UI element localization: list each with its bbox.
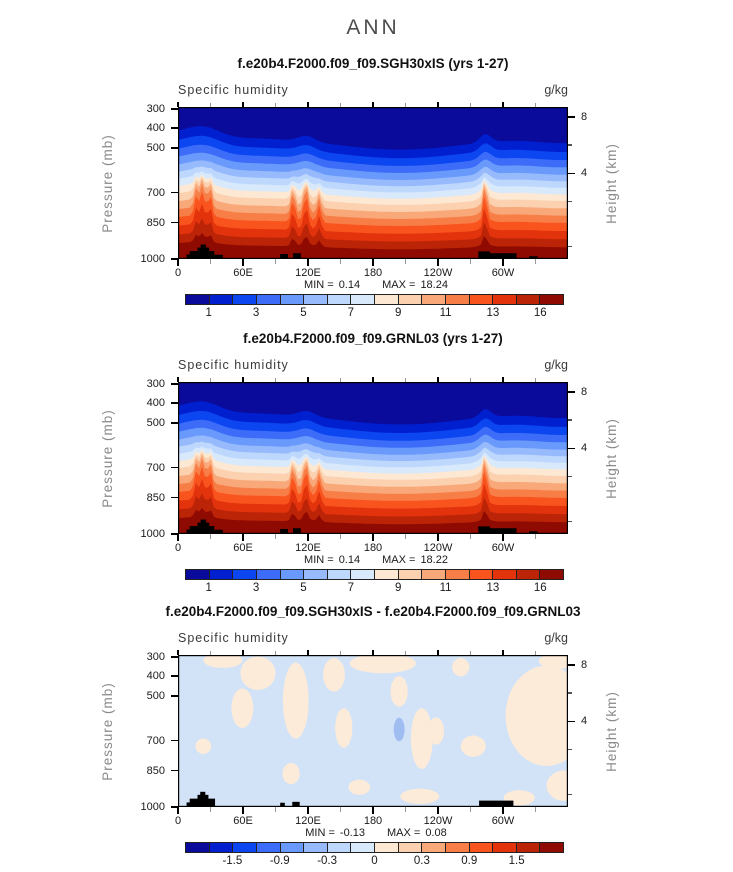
topography [201,245,206,259]
colorbar-cell [446,843,470,852]
pressure-tick [171,422,178,424]
min-value: 0.14 [338,554,361,566]
x-major-tick [307,259,309,266]
colorbar-tick-label: 11 [439,582,452,594]
x-minor-tick [470,259,471,264]
x-minor-tick [275,259,276,264]
colorbar-cell [233,843,257,852]
pressure-axis [120,377,178,540]
colorbar-cell [210,843,234,852]
x-tick-label: 120W [423,815,453,827]
colorbar-cell [328,843,352,852]
colorbar-cell [257,843,281,852]
pressure-tick-label: 500 [146,690,165,703]
colorbar-cell [257,295,281,304]
topography [200,792,205,807]
x-axis-bottom-ticks [178,807,568,815]
positive-anomaly-blob [283,663,309,739]
panel-difference [0,596,733,868]
pressure-tick [171,656,178,658]
positive-anomaly-blob [411,708,433,769]
pressure-tick-label: 700 [146,461,165,474]
height-tick [568,664,575,666]
panel-case2 [0,323,733,595]
colorbar-cell [328,570,352,579]
colorbar-cell [304,843,328,852]
colorbar [185,569,564,580]
colorbar-cell [375,295,399,304]
x-tick-label: 180 [363,542,383,554]
colorbar-cell [470,295,494,304]
x-minor-tick [405,807,406,812]
colorbar-cell [281,570,305,579]
x-tick-label: 60E [233,267,253,279]
field-label: Specific humidity [178,631,289,645]
colorbar-tick-label: 9 [394,582,402,594]
x-minor-tick [210,259,211,264]
max-label: MAX = [386,827,421,839]
positive-anomaly-blob [240,657,275,690]
colorbar-cell [281,295,305,304]
positive-anomaly-blob [348,780,370,795]
colorbar-labels [185,307,564,320]
x-major-tick [372,534,374,541]
pressure-tick-label: 300 [146,377,165,390]
positive-anomaly-blob [335,708,352,748]
pressure-tick [171,467,178,469]
height-tick [568,173,575,175]
colorbar [185,294,564,305]
x-minor-tick [340,534,341,539]
x-major-tick [372,259,374,266]
x-minor-tick [210,534,211,539]
pressure-axis-title: Pressure (mb) [99,408,115,508]
x-minor-tick [535,534,536,539]
x-major-tick [177,534,179,541]
x-major-tick [242,534,244,541]
colorbar-cell [422,843,446,852]
panel-title: f.e20b4.F2000.f09_f09.SGH30xIS (yrs 1-27) [237,56,509,71]
positive-anomaly-blob [452,658,469,676]
colorbar-cell [351,843,375,852]
colorbar-cell [493,295,517,304]
x-major-tick [372,807,374,814]
height-axis [568,107,628,259]
min-value: 0.14 [338,279,361,291]
height-axis [568,382,628,534]
x-minor-tick [405,534,406,539]
colorbar-tick-label: 5 [300,307,307,319]
pressure-axis-title: Pressure (mb) [99,681,115,781]
x-tick-label: 60W [491,267,515,279]
minmax-line [178,827,568,839]
x-tick-label: 180 [363,815,383,827]
colorbar-cell [517,295,541,304]
height-minor-tick [568,692,572,693]
pressure-tick [171,770,178,772]
minmax-line [178,279,568,291]
colorbar-cell [399,570,423,579]
topography [201,520,206,534]
colorbar-labels [185,582,564,595]
pressure-axis [120,102,178,265]
x-major-tick [307,534,309,541]
colorbar-cell [399,295,423,304]
negative-anomaly-blob [394,718,405,742]
x-tick-label: 60E [233,542,253,554]
panel-title: f.e20b4.F2000.f09_f09.GRNL03 (yrs 1-27) [243,331,503,346]
min-label: MIN = [304,279,334,291]
field-label: Specific humidity [178,358,289,372]
colorbar-cell [517,843,541,852]
pressure-tick-label: 1000 [140,528,165,540]
colorbar-tick-label: 16 [533,307,547,319]
height-tick-label: 8 [581,386,588,399]
colorbar-cell [493,843,517,852]
x-minor-tick [405,259,406,264]
colorbar-tick-label: 16 [533,582,547,594]
positive-anomaly-blob [196,739,212,754]
height-axis [568,655,628,807]
min-label: MIN = [305,827,335,839]
pressure-tick-label: 700 [146,186,165,199]
panel-case1 [0,48,733,320]
colorbar-cell [422,570,446,579]
colorbar-cell [328,295,352,304]
colorbar-cell [470,843,494,852]
colorbar-cell [257,570,281,579]
colorbar-cell [470,570,494,579]
pressure-axis-title: Pressure (mb) [99,133,115,233]
x-tick-label: 120W [423,542,453,554]
x-major-tick [177,807,179,814]
height-minor-tick [568,521,572,522]
pressure-tick [171,695,178,697]
colorbar-tick-label: 0 [371,855,378,867]
colorbar-tick-label: 3 [252,582,260,594]
colorbar-tick-label: 13 [486,307,500,319]
colorbar-cell [399,843,423,852]
x-tick-label: 120E [295,267,321,279]
pressure-tick-label: 1000 [140,253,165,265]
colorbar-cell [446,570,470,579]
max-value: 0.08 [425,827,447,839]
colorbar-tick-label: -0.9 [269,855,290,867]
colorbar-cell [517,570,541,579]
pressure-tick [171,740,178,742]
contour-plot [178,107,568,259]
colorbar-tick-label: 1.5 [508,855,525,867]
x-tick-label: 0 [174,542,182,554]
positive-anomaly-blob [283,763,300,784]
colorbar-tick-label: 5 [300,582,307,594]
x-axis-bottom-ticks [178,259,568,267]
x-major-tick [437,807,439,814]
positive-anomaly-blob [400,789,439,804]
x-major-tick [502,534,504,541]
colorbar-tick-label: 3 [252,307,260,319]
x-major-tick [502,259,504,266]
field-label: Specific humidity [178,83,289,97]
x-minor-tick [210,807,211,812]
x-major-tick [242,807,244,814]
height-axis-title: Height (km) [603,690,619,772]
height-minor-tick [568,201,572,202]
pressure-tick-label: 400 [146,397,165,410]
colorbar-cell [351,295,375,304]
colorbar-cell [186,295,210,304]
pressure-tick [171,192,178,194]
height-axis-title: Height (km) [603,142,619,224]
colorbar-cell [233,570,257,579]
x-tick-label: 0 [174,815,182,827]
colorbar-cell [540,570,563,579]
pressure-tick [171,147,178,149]
max-label: MAX = [382,279,416,291]
height-minor-tick [568,794,572,795]
pressure-tick [171,402,178,404]
colorbar-cell [446,295,470,304]
x-minor-tick [275,534,276,539]
x-major-tick [307,807,309,814]
colorbar-cell [540,843,563,852]
colorbar-tick-label: 7 [347,582,355,594]
pressure-axis [120,650,178,813]
minmax-line [178,554,568,566]
x-tick-label: 180 [363,267,383,279]
positive-anomaly-blob [391,676,408,706]
pressure-tick-label: 700 [146,734,165,747]
units-label: g/kg [544,358,568,372]
height-minor-tick [568,476,572,477]
x-tick-label: 0 [174,267,182,279]
x-tick-label: 60W [491,815,515,827]
season-title: ANN [346,16,400,39]
x-minor-tick [470,807,471,812]
height-axis-title: Height (km) [603,417,619,499]
x-major-tick [177,259,179,266]
min-label: MIN = [304,554,334,566]
height-tick-label: 4 [581,167,588,180]
max-value: 18.22 [420,554,448,566]
units-label: g/kg [544,631,568,645]
x-tick-label: 60E [233,815,253,827]
height-minor-tick [568,144,572,145]
x-minor-tick [275,807,276,812]
pressure-tick [171,222,178,224]
positive-anomaly-blob [323,658,345,691]
x-tick-label: 120E [295,542,321,554]
height-tick-label: 8 [581,111,588,124]
pressure-tick-label: 400 [146,670,165,683]
pressure-tick-label: 400 [146,122,165,135]
pressure-tick-label: 500 [146,417,165,430]
pressure-tick-label: 850 [146,216,165,229]
x-tick-label: 60W [491,542,515,554]
pressure-tick [171,127,178,129]
colorbar-tick-label: 1 [205,582,212,594]
pressure-tick [171,108,178,110]
height-minor-tick [568,749,572,750]
height-tick-label: 8 [581,659,588,672]
x-minor-tick [535,259,536,264]
x-minor-tick [535,807,536,812]
x-minor-tick [340,259,341,264]
colorbar-tick-label: 7 [347,307,355,319]
colorbar-cell [493,570,517,579]
colorbar-labels [185,855,564,868]
x-tick-label: 120W [423,267,453,279]
colorbar-cell [304,295,328,304]
height-tick [568,448,575,450]
pressure-tick [171,497,178,499]
height-minor-tick [568,419,572,420]
max-label: MAX = [382,554,416,566]
colorbar-tick-label: 11 [439,307,452,319]
colorbar-tick-label: -0.3 [317,855,338,867]
pressure-tick [171,383,178,385]
colorbar-cell [351,570,375,579]
pressure-tick-label: 850 [146,764,165,777]
height-minor-tick [568,246,572,247]
panel-title: f.e20b4.F2000.f09_f09.SGH30xIS - f.e20b4.F2000.f09_f09.GRNL03 [165,604,581,619]
colorbar-tick-label: -1.5 [222,855,243,867]
positive-anomaly-blob [461,736,486,757]
max-value: 18.24 [420,279,448,291]
min-value: -0.13 [339,827,365,839]
height-tick [568,116,575,118]
x-major-tick [437,259,439,266]
colorbar-cell [375,843,399,852]
colorbar-cell [422,295,446,304]
colorbar-cell [304,570,328,579]
colorbar-cell [281,843,305,852]
height-tick [568,721,575,723]
pressure-tick-label: 500 [146,142,165,155]
pressure-tick-label: 300 [146,650,165,663]
colorbar-cell [375,570,399,579]
pressure-tick-label: 300 [146,102,165,115]
pressure-tick [171,675,178,677]
colorbar-tick-label: 1 [205,307,212,319]
x-major-tick [502,807,504,814]
difference-plot [178,655,568,807]
colorbar-cell [540,295,563,304]
colorbar-tick-label: 9 [394,307,402,319]
colorbar-tick-label: 0.3 [413,855,430,867]
x-major-tick [437,534,439,541]
x-major-tick [242,259,244,266]
colorbar-cell [210,295,234,304]
units-label: g/kg [544,83,568,97]
x-tick-label: 120E [295,815,321,827]
x-minor-tick [470,534,471,539]
pressure-tick-label: 850 [146,491,165,504]
x-axis-bottom-ticks [178,534,568,542]
height-tick-label: 4 [581,442,588,455]
positive-anomaly-blob [428,717,444,744]
colorbar-cell [233,295,257,304]
height-tick-label: 4 [581,715,588,728]
x-minor-tick [340,807,341,812]
colorbar-cell [210,570,234,579]
colorbar-cell [186,843,210,852]
colorbar-tick-label: 13 [486,582,500,594]
pressure-tick-label: 1000 [140,801,165,813]
positive-anomaly-blob [231,688,253,728]
height-tick [568,391,575,393]
colorbar [185,842,564,853]
colorbar-cell [186,570,210,579]
colorbar-tick-label: 0.9 [461,855,478,867]
contour-plot [178,382,568,534]
